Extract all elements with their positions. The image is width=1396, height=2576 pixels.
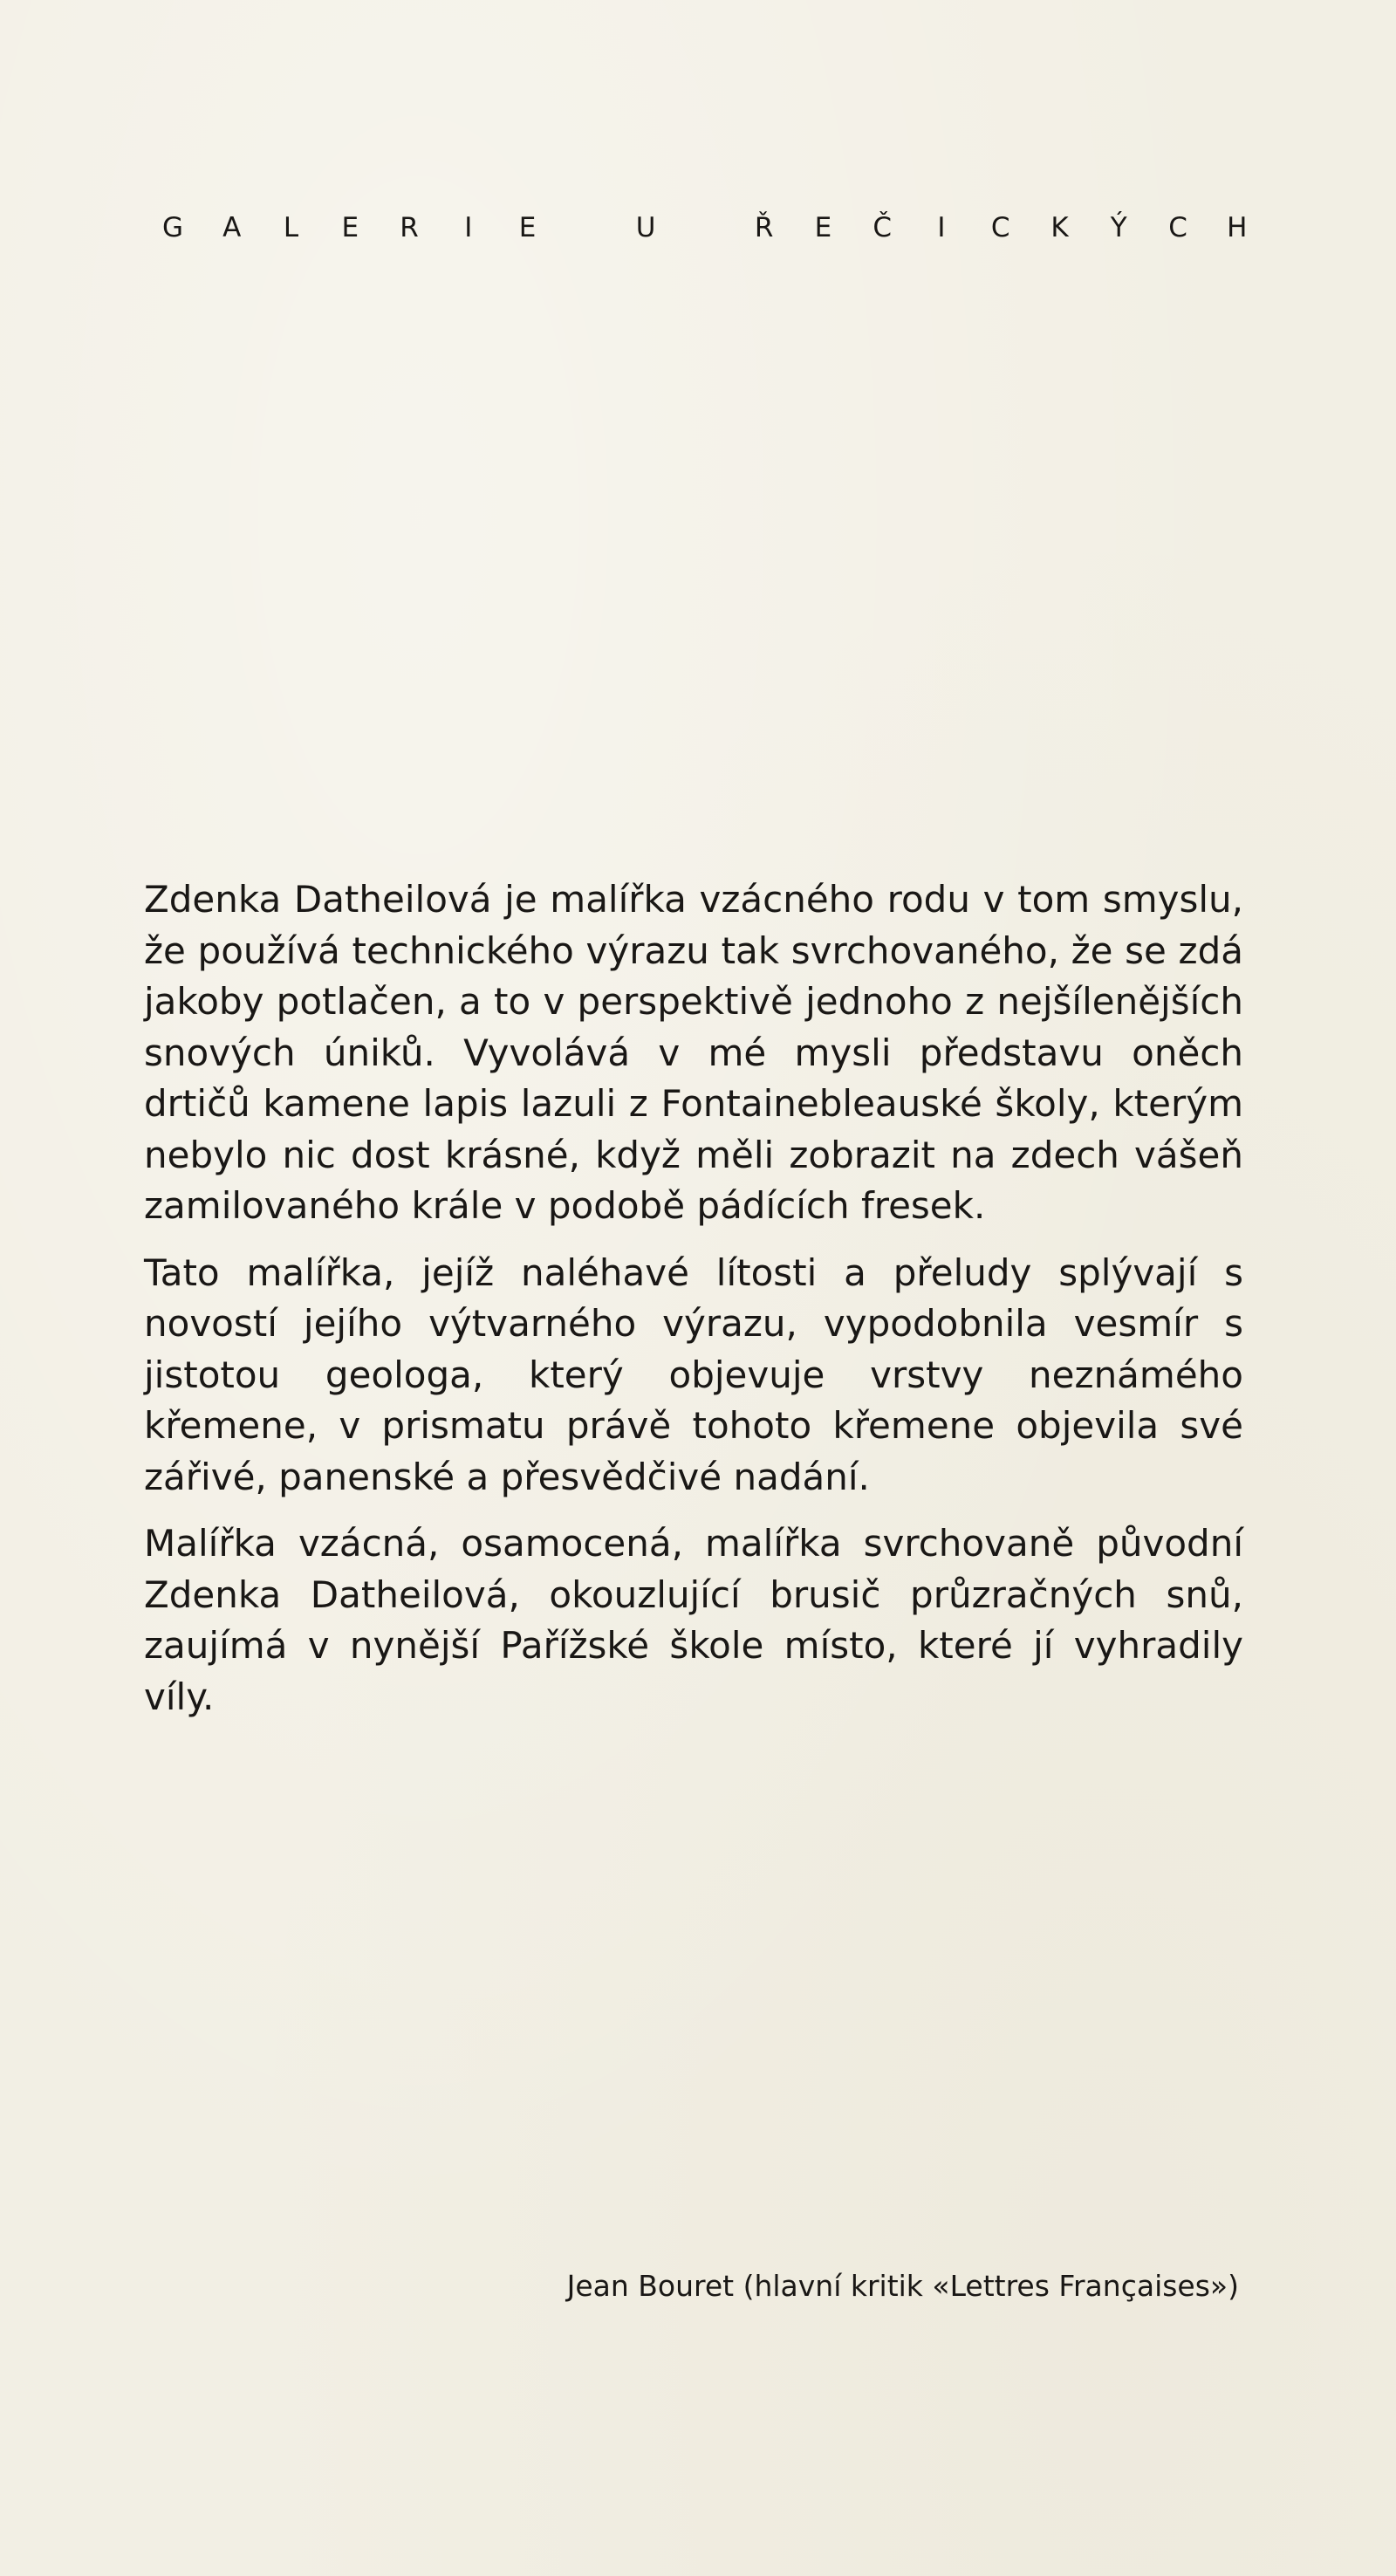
- header-letter: H: [1227, 212, 1248, 243]
- header-letter: E: [341, 212, 359, 243]
- header-letter: E: [814, 212, 832, 243]
- paragraph: Tato malířka, jejíž naléhavé lítosti a přeludy splývají s novostí jejího výtvarného výrazu, vypodobnila vesmír s jistotou geologa, který objevuje vrstvy neznámého křemene, v prismatu právě tohoto křemene objevila své zářivé, panenské a přesvědčivé nadání.: [144, 1250, 1243, 1498]
- header-letter: C: [1168, 212, 1187, 243]
- header-letter: R: [400, 212, 419, 243]
- header-letter: A: [222, 212, 242, 243]
- header-letter: I: [937, 212, 946, 243]
- header-word-gap: [569, 212, 604, 243]
- critique-text: [144, 874, 1243, 1738]
- header-letter: E: [518, 212, 537, 243]
- header-letter: Ý: [1110, 212, 1127, 243]
- header-letter: U: [635, 212, 656, 243]
- header-letter: I: [464, 212, 473, 243]
- header-letter: K: [1050, 212, 1069, 243]
- paragraph: Zdenka Datheilová je malířka vzácného rodu v tom smyslu, že používá technického výrazu tak svrchovaného, že se zdá jakoby potlačen, a to v perspektivě jednoho z nejšílenějších snových úniků. Vyvolává v mé mysli představu oněch drtičů kamene lapis lazuli z Fontainebleauské školy, kterým nebylo nic dost krásné, když měli zobrazit na zdech vášeň zamilovaného krále v podobě pádících fresek.: [144, 878, 1243, 1227]
- paragraph: Malířka vzácná, osamocená, malířka svrchovaně původní Zdenka Datheilová, okouzlující brusič průzračných snů, zaujímá v nynější Pařížské škole místo, které jí vyhradily víly.: [144, 1522, 1243, 1718]
- header-letter: Ř: [754, 212, 774, 243]
- gallery-header: [155, 212, 1255, 243]
- header-letter: Č: [872, 212, 893, 243]
- header-letter: C: [990, 212, 1010, 243]
- author-signature: Jean Bouret (hlavní kritik «Lettres Françaises»): [566, 2269, 1239, 2303]
- header-word-gap: [688, 212, 722, 243]
- header-letter: G: [161, 212, 184, 243]
- header-letter: L: [283, 212, 299, 243]
